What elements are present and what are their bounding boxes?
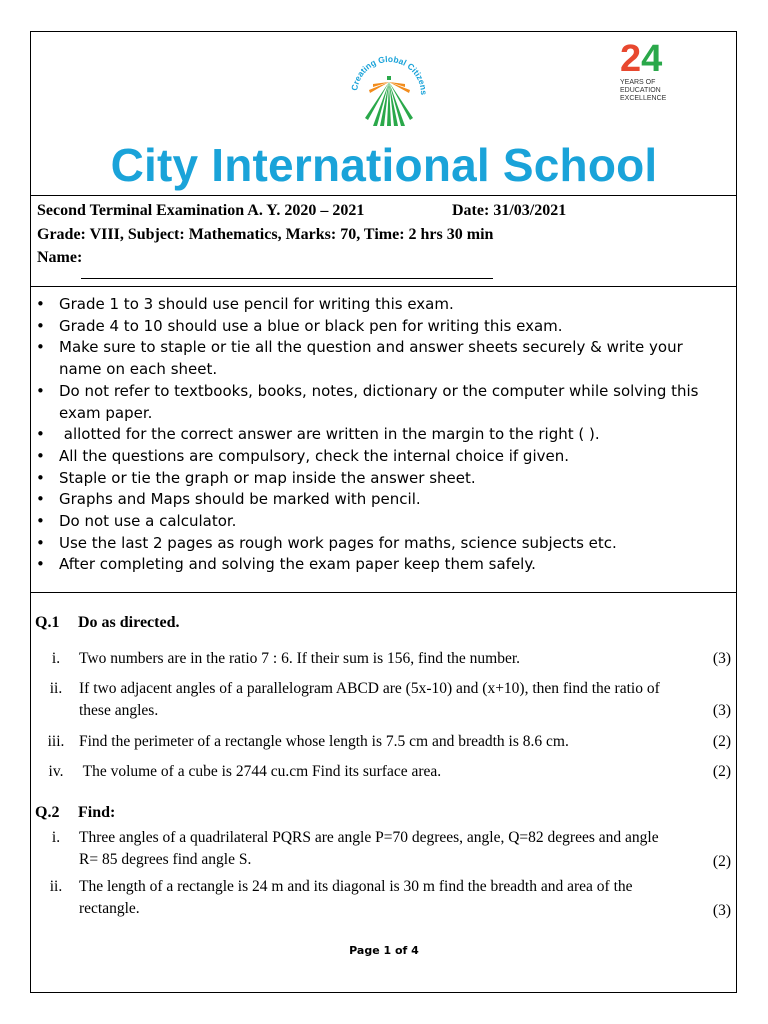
- q1-heading: [35, 614, 179, 632]
- logo-motto: Creating Global Citizens: [349, 53, 430, 96]
- divider: [30, 195, 737, 196]
- q1-title: Do as directed.: [78, 614, 180, 631]
- list-item: • Graphs and Maps should be marked with pencil.: [36, 489, 726, 511]
- list-item: • Do not use a calculator.: [36, 511, 726, 533]
- exam-details: Grade: VIII, Subject: Mathematics, Marks: 70, Time: 2 hrs 30 min: [37, 226, 494, 243]
- page-number: Page 1 of 4: [349, 944, 419, 957]
- list-item: • allotted for the correct answer are written in the margin to the right ( ).: [36, 424, 726, 446]
- list-item: • Make sure to staple or tie all the question and answer sheets securely & write your name on each sheet.: [36, 337, 726, 380]
- school-name: City International School: [110, 139, 658, 191]
- list-item: • Staple or tie the graph or map inside the answer sheet.: [36, 468, 726, 490]
- exam-title: Second Terminal Examination A. Y. 2020 – 2021: [37, 202, 365, 219]
- name-field-line: [81, 278, 493, 279]
- divider: [30, 286, 737, 287]
- q2-number: Q.2: [35, 804, 60, 821]
- exam-date: Date: 31/03/2021: [452, 202, 567, 219]
- instructions-list: [36, 294, 726, 576]
- list-item: • Grade 1 to 3 should use pencil for writing this exam.: [36, 294, 726, 316]
- school-logo-icon: [343, 38, 435, 130]
- list-item: • Grade 4 to 10 should use a blue or black pen for writing this exam.: [36, 316, 726, 338]
- years-badge: [620, 40, 680, 110]
- list-item: • All the questions are compulsory, check the internal choice if given.: [36, 446, 726, 468]
- list-item: • Do not refer to textbooks, books, notes, dictionary or the computer while solving this exam paper.: [36, 381, 726, 424]
- q1-number: Q.1: [35, 614, 60, 631]
- divider: [30, 592, 737, 593]
- q2-title: Find:: [78, 804, 116, 821]
- list-item: • After completing and solving the exam paper keep them safely.: [36, 554, 726, 576]
- name-label: Name:: [37, 249, 83, 266]
- badge-number: 24: [620, 38, 663, 80]
- list-item: • Use the last 2 pages as rough work pages for maths, science subjects etc.: [36, 533, 726, 555]
- q2-heading: [35, 804, 115, 822]
- badge-caption: YEARS OF EDUCATION EXCELLENCE: [620, 79, 667, 102]
